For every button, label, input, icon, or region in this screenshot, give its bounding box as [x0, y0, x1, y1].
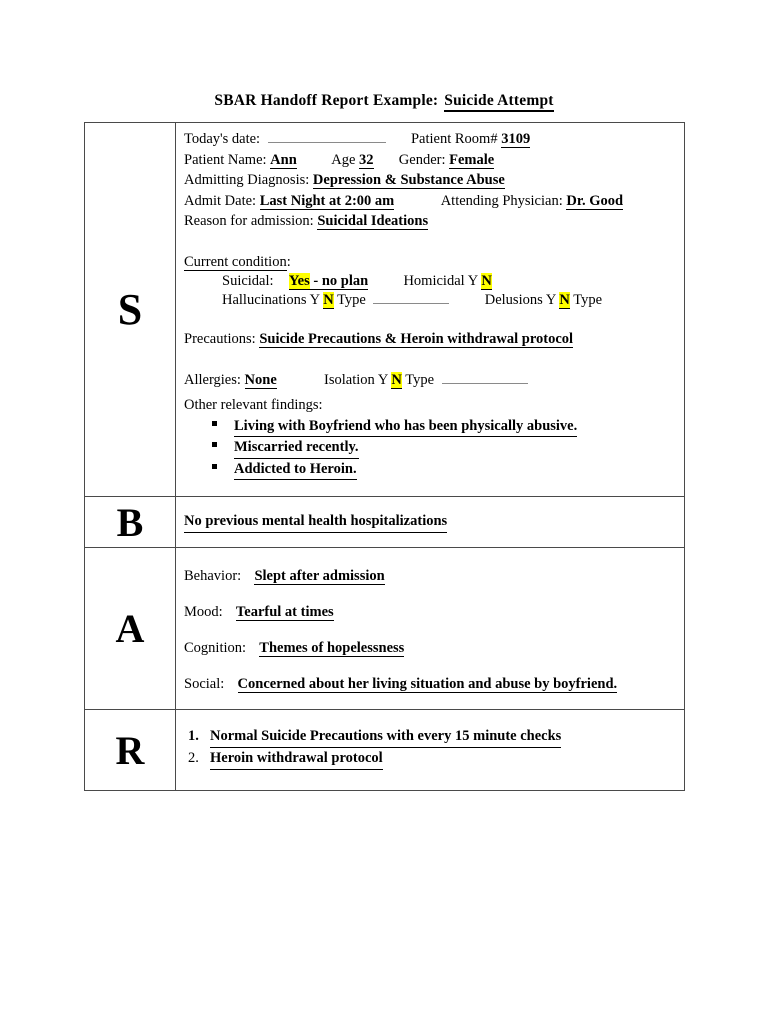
- suicidal-value-highlighted: Yes: [288, 273, 310, 289]
- behavior-value: Slept after admission: [254, 568, 385, 584]
- isolation-label: Isolation Y: [324, 371, 388, 388]
- date-room-line: [184, 129, 676, 150]
- social-label: Social:: [184, 676, 225, 692]
- assessment-field: [184, 602, 676, 623]
- behavior-label: Behavior:: [184, 568, 242, 584]
- item-number: 2.: [188, 750, 199, 766]
- hallucinations-delusions-line: [184, 291, 676, 310]
- recommendation-text: Normal Suicide Precautions with every 15 minute checks: [210, 726, 561, 748]
- admit-physician-line: [184, 191, 676, 212]
- recommendation-item: [184, 748, 676, 770]
- admit-date-value: Last Night at 2:00 am: [259, 192, 395, 209]
- suicidal-value-rest: - no plan: [309, 273, 369, 289]
- allergies-value: None: [244, 371, 277, 388]
- date-label: Today's date:: [184, 131, 261, 147]
- finding-text: Miscarried recently.: [234, 437, 359, 459]
- name-age-gender-line: [184, 150, 676, 171]
- delusions-label: Delusions Y: [484, 291, 556, 308]
- finding-item: [184, 437, 676, 459]
- finding-item: [184, 416, 676, 438]
- background-content: [176, 497, 684, 547]
- allergies-label: Allergies:: [184, 371, 241, 388]
- sbar-row-situation: [85, 123, 684, 497]
- delusions-type-label: Type: [573, 291, 603, 308]
- allergies-isolation-line: [184, 370, 676, 391]
- hallucinations-label: Hallucinations Y: [222, 291, 320, 308]
- findings-heading: Other relevant findings:: [184, 397, 323, 413]
- current-condition-line: Current condition:: [184, 253, 291, 270]
- precautions-value: Suicide Precautions & Heroin withdrawal protocol: [259, 331, 574, 347]
- delusions-value-highlighted: N: [559, 291, 570, 308]
- admit-date-label: Admit Date:: [184, 192, 257, 209]
- background-text: No previous mental health hospitalizations: [184, 511, 447, 533]
- recommendation-text: Heroin withdrawal protocol: [210, 748, 383, 770]
- reason-line: [184, 211, 676, 232]
- background-letter: B: [85, 497, 176, 547]
- gender-value: Female: [449, 151, 495, 168]
- sbar-row-recommendation: [85, 710, 684, 790]
- mood-value: Tearful at times: [235, 604, 334, 620]
- room-value: 3109: [501, 131, 531, 147]
- hallucinations-value-highlighted: N: [323, 291, 334, 308]
- item-number: 1.: [188, 728, 199, 744]
- sbar-row-background: [85, 497, 684, 548]
- current-condition-label: Current condition: [184, 253, 287, 270]
- assessment-field: [184, 674, 676, 695]
- homicidal-label: Homicidal Y: [403, 273, 478, 289]
- sbar-row-assessment: [85, 548, 684, 710]
- page-title-prefix: SBAR Handoff Report Example:: [214, 92, 439, 109]
- age-label: Age: [331, 151, 356, 168]
- cognition-value: Themes of hopelessness: [259, 640, 405, 656]
- mood-label: Mood:: [184, 604, 223, 620]
- suicidal-homicidal-line: [184, 272, 676, 291]
- patient-name-value: Ann: [270, 151, 297, 168]
- finding-text: Addicted to Heroin.: [234, 459, 357, 481]
- page-title-subject: Suicide Attempt: [444, 92, 553, 112]
- room-label: Patient Room#: [410, 131, 498, 147]
- diagnosis-label: Admitting Diagnosis:: [184, 172, 310, 188]
- date-blank-field: [268, 130, 386, 143]
- assessment-field: [184, 638, 676, 659]
- isolation-type-blank-field: [442, 371, 528, 384]
- social-value: Concerned about her living situation and abuse by boyfriend.: [237, 676, 618, 692]
- precautions-line: [184, 329, 676, 350]
- hallucinations-type-label: Type: [337, 291, 366, 308]
- age-value: 32: [359, 151, 374, 168]
- square-bullet-icon: [212, 442, 217, 447]
- situation-letter: S: [85, 123, 176, 496]
- finding-item: [184, 459, 676, 481]
- square-bullet-icon: [212, 464, 217, 469]
- patient-name-label: Patient Name:: [184, 151, 267, 168]
- reason-label: Reason for admission:: [184, 213, 314, 229]
- reason-value: Suicidal Ideations: [317, 213, 429, 229]
- recommendation-item: [184, 726, 676, 748]
- situation-content: [176, 123, 684, 496]
- diagnosis-value: Depression & Substance Abuse: [312, 172, 505, 188]
- recommendation-content: [176, 710, 684, 790]
- physician-label: Attending Physician:: [440, 192, 563, 209]
- recommendation-letter: R: [85, 710, 176, 790]
- precautions-label: Precautions:: [184, 331, 256, 347]
- suicidal-label: Suicidal:: [222, 273, 274, 289]
- isolation-value-highlighted: N: [391, 371, 402, 388]
- hallucinations-type-blank-field: [373, 291, 449, 304]
- square-bullet-icon: [212, 421, 217, 426]
- assessment-content: [176, 548, 684, 709]
- page-title: [0, 92, 768, 110]
- cognition-label: Cognition:: [184, 640, 247, 656]
- sbar-table: [84, 122, 685, 791]
- assessment-field: [184, 566, 676, 587]
- assessment-letter: A: [85, 548, 176, 709]
- finding-text: Living with Boyfriend who has been physically abusive.: [234, 416, 577, 438]
- gender-label: Gender:: [398, 151, 446, 168]
- diagnosis-line: [184, 170, 676, 191]
- homicidal-value-highlighted: N: [481, 273, 492, 289]
- physician-value: Dr. Good: [566, 192, 624, 209]
- isolation-type-label: Type: [405, 371, 435, 388]
